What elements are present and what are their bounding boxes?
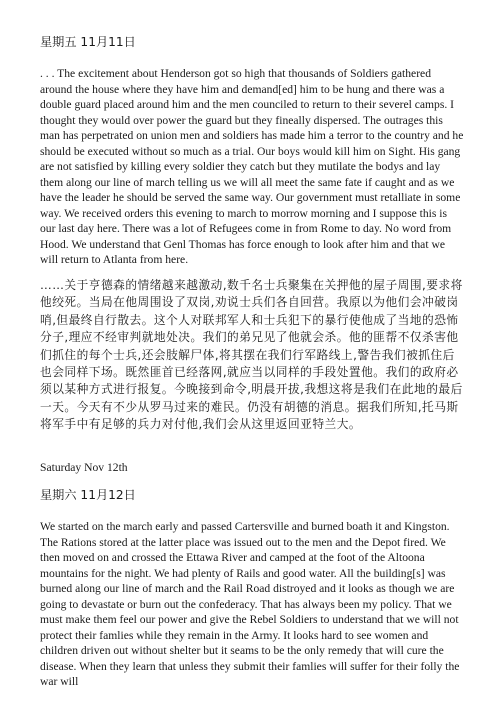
date-saturday-nov-12: Saturday Nov 12th: [40, 461, 128, 474]
heading-saturday-nov-12: 星期六 11月12日: [40, 488, 136, 502]
diary-entry-chinese-nov-11: ……关于亨德森的情绪越来越激动,数千名士兵聚集在关押他的屋子周围,要求将他绞死。当局在他周围设了双岗,劝说士兵们各自回营。我原以为他们会冲破岗哨,但最终自行散去。这个人对联邦军人和士兵犯下的暴行使他成了当地的恐怖分子,理应不经审判就地处决。我们的弟兄见了他就会杀。他的匪帮不仅杀害他们抓住的每个士兵,还会肢解尸体,将其摆在我们行军路线上,警告我们被抓住后也会同样下场。既然匪首已经落网,就应当以同样的手段处置他。我们的政府必须以某种方式进行报复。今晚接到命令,明晨开拔,我想这将是我们在此地的最后一天。今天有不少从罗马过来的难民。仍没有胡德的消息。据我们所知,托马斯将军手中有足够的兵力对付他,我们会从这里返回亚特兰大。: [40, 278, 463, 432]
heading-friday-nov-11: 星期五 11月11日: [40, 35, 136, 49]
diary-entry-english-nov-11: . . . The excitement about Henderson got so high that thousands of Soldiers gathered around the house where they have him and demand[ed] him to be hung and there was a double guard placed around him and the men counciled to return to their severel camps. I thought they would over power the guard but they fineally dispersed. The outrages this man has perpetrated on union men and soldiers has made him a terror to the country and he should be executed without so much as a trial. Our boys would kill him on Sight. His gang are not satisfied by killing every soldier they catch but they mutilate the bodys and lay them along our line of march telling us we will all meet the same fate if caught and as we have the leader he should be served the same way. Our government must retalliate in some way. We received orders this evening to march to morrow morning and I suppose this is our last day here. There was a lot of Refugees come in from Rome to day. No word from Hood. We understand that Genl Thomas has force enough to look after him and that we will return to Atlanta from here.: [40, 67, 464, 266]
diary-entry-english-nov-12: We started on the march early and passed Cartersville and burned boath it and Kingston. The Rations stored at the latter place was issued out to the men and the Depot fired. We then moved on and crossed the Ettawa River and camped at the foot of the Altoona mountains for the night. We had plenty of Rails and good water. All the building[s] was burned along our line of march and the Rail Road distroyed and it looks as though we are going to devastate or burn out the confederacy. That has always been my policy. That we must make them feel our power and give the Rebel Soldiers to understand that we will not protect their famlies while they remain in the Army. It looks hard to see women and children driven out without shelter but it seams to be the only remedy that will cure the disease. When they learn that unless they submit their famlies will suffer for their folly the war will: [40, 520, 460, 688]
